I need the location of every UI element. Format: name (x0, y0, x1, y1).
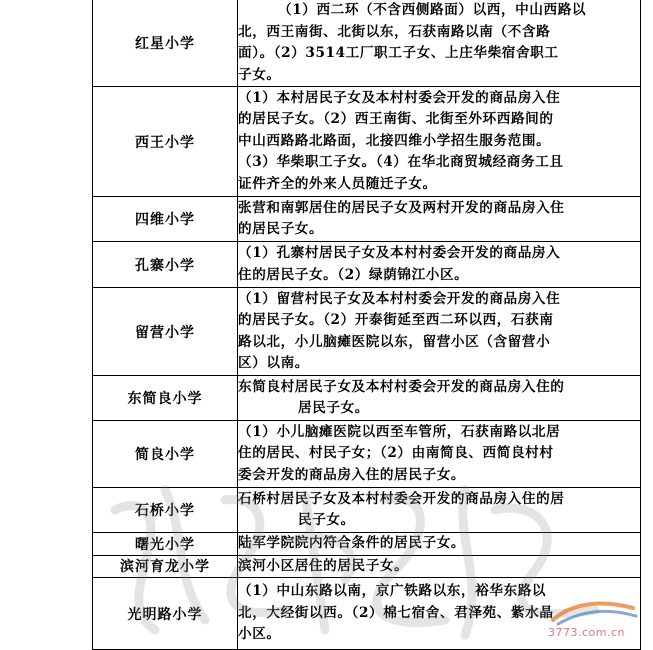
area-line: 的居民子女。（2）开泰街延至西二环以西，石获南 (238, 312, 554, 328)
school-name: 孔寨小学 (93, 242, 238, 288)
area-line: 居民子女。 (298, 400, 369, 416)
school-name: 光明路小学 (93, 578, 238, 650)
area-line: 住的居民、村民子女；（2）由南简良、西简良村村 (238, 445, 554, 462)
area-line: （1）小儿脑瘫医院以西至车管所，石获南路以北居 (238, 423, 561, 440)
area-line: 小区。 (238, 626, 281, 643)
school-name: 曙光小学 (93, 533, 238, 556)
logo-site-text: 3773.com.cn (548, 626, 625, 639)
table-row (93, 376, 641, 421)
enrollment-area (238, 533, 641, 556)
area-line: 区）以南。 (238, 355, 309, 371)
school-name: 红星小学 (93, 0, 238, 87)
table-row (93, 242, 641, 288)
table-row (93, 197, 641, 242)
area-line: （1）孔寨村居民子女及本村村委会开发的商品房入 (238, 245, 561, 261)
area-line: 委会开发的商品房入住的居民子女。 (238, 466, 466, 483)
table-row (93, 578, 641, 650)
area-line: （1）留营村民子女及本村村委会开发的商品房入住 (238, 290, 561, 307)
enrollment-area (238, 421, 641, 488)
area-line: （1）本村居民子女及本村村委会开发的商品房入住 (238, 89, 561, 106)
enrollment-area (238, 0, 641, 87)
enrollment-area (238, 197, 641, 242)
area-line: 东简良村居民子女及本村村委会开发的商品房入住的 (238, 378, 565, 395)
table-row (93, 87, 641, 197)
table-row (93, 288, 641, 376)
area-line: 北，大经街以西。（2）棉七宿舍、君泽苑、紫水晶 (238, 604, 554, 621)
school-name: 西王小学 (93, 87, 238, 197)
area-line: 北，西王南街、北街以东，石获南路以南（不含路 (238, 23, 551, 40)
area-line: （1）中山东路以南，京广铁路以东，裕华东路以 (238, 583, 547, 600)
area-line: （1）西二环（不含西侧路面）以西，中山西路以 (278, 2, 587, 18)
area-line: 子女。 (238, 66, 281, 83)
enrollment-area (238, 488, 641, 533)
area-line: （3）华柴职工子女。（4）在华北商贸城经商务工且 (238, 154, 564, 171)
area-line: 民子女。 (298, 512, 355, 528)
enrollment-area (238, 376, 641, 421)
area-line: 证件齐全的外来人员随迁子女。 (238, 175, 437, 192)
table-row (93, 488, 641, 533)
school-name: 四维小学 (93, 197, 238, 242)
enrollment-area (238, 578, 641, 650)
table-row (93, 421, 641, 488)
area-line: 的居民子女。 (238, 221, 324, 237)
enrollment-area (238, 555, 641, 578)
table-row (93, 533, 641, 556)
enrollment-area (238, 288, 641, 376)
area-line: 中山西路路北路面，北接四维小学招生服务范围。 (238, 132, 551, 149)
enrollment-area (238, 87, 641, 197)
area-line: 的居民子女。（2）西王南街、北街至外环西路间的 (238, 111, 554, 128)
school-district-table (92, 0, 641, 650)
school-name: 滨河育龙小学 (93, 555, 238, 578)
school-name: 东简良小学 (93, 376, 238, 421)
area-line: 石桥村居民子女及本村村委会开发的商品房入住的居 (238, 490, 565, 507)
school-name: 简良小学 (93, 421, 238, 488)
area-line: 路以北，小儿脑瘫医院以东，留营小区（含留营小 (238, 333, 551, 350)
area-line: 住的居民子女。（2）绿荫锦江小区。 (238, 266, 469, 283)
school-name: 石桥小学 (93, 488, 238, 533)
area-line: 张营和南郭居住的居民子女及两村开发的商品房入住 (238, 199, 565, 216)
table-row (93, 555, 641, 578)
area-line: 陆军学院院内符合条件的居民子女。 (238, 535, 466, 551)
table-row (93, 0, 641, 87)
enrollment-area (238, 242, 641, 288)
area-line: 面）。（2）3514工厂职工子女、上庄华柴宿舍职工 (238, 45, 559, 61)
area-line: 滨河小区居住的居民子女。 (238, 557, 409, 574)
school-name: 留营小学 (93, 288, 238, 376)
